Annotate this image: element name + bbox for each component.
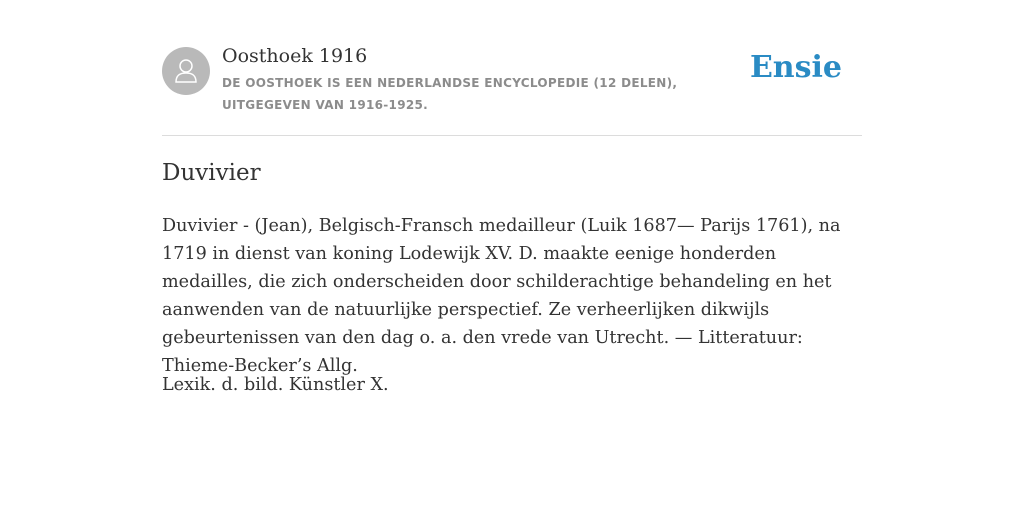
entry-paragraph: Lexik. d. bild. Künstler X.	[162, 375, 389, 395]
source-header	[162, 0, 862, 136]
entry-title: Duvivier	[162, 160, 261, 186]
avatar[interactable]	[162, 47, 210, 95]
user-avatar-icon	[171, 56, 201, 86]
source-title[interactable]: Oosthoek 1916	[222, 45, 368, 67]
source-description: DE OOSTHOEK IS EEN NEDERLANDSE ENCYCLOPEDIE (12 DELEN), UITGEGEVEN VAN 1916-1925.	[222, 76, 678, 112]
entry-paragraph: Duvivier - (Jean), Belgisch-Fransch medailleur (Luik 1687— Parijs 1761), na 1719 in dienst van koning Lodewijk XV. D. maakte eenige honderden medailles, die zich onderscheiden door schilderachtige behandeling en het aanwenden van de natuurlijke perspectief. Ze verheerlijken dikwijls gebeurtenissen van den dag o. a. den vrede van Utrecht. — Litteratuur: Thieme-Becker’s Allg.	[162, 216, 841, 376]
page	[162, 0, 862, 395]
brand-logo[interactable]: Ensie	[749, 50, 842, 85]
